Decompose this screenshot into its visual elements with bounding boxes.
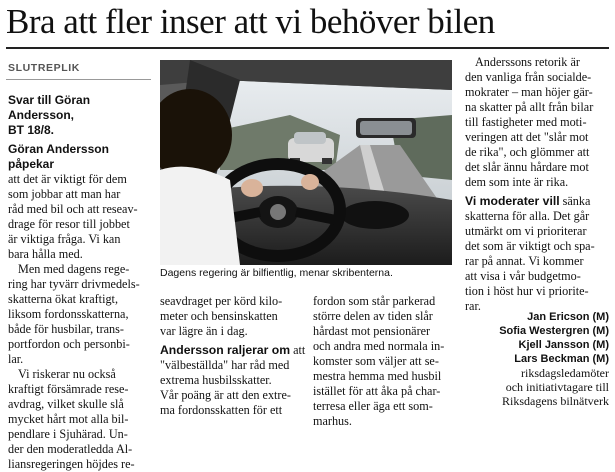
col2-lead: Andersson raljerar om	[160, 343, 291, 357]
col1-line: portfordon och personbi-	[8, 337, 130, 351]
column-2	[160, 294, 308, 418]
signature-block	[465, 310, 609, 408]
reply-line-1: Svar till Göran Andersson,	[8, 93, 91, 122]
col4-line: na skatter på allt från bilar	[465, 100, 594, 114]
signature-name: Lars Beckman (M)	[514, 353, 609, 365]
photo-caption: Dagens regering är bilfientlig, menar skribenterna.	[160, 267, 393, 279]
headline: Bra att fler inser att vi behöver bilen	[6, 2, 495, 41]
col1-line: är viktiga fråga. Vi kan	[8, 232, 121, 246]
col3-line: istället för att åka på char-	[313, 384, 441, 398]
col3-line: terresa eller äga ett som-	[313, 399, 433, 413]
col1-line: som jobbar att man har	[8, 187, 121, 201]
col4-line: utmärkt om vi prioriterar	[465, 224, 587, 238]
col4-line: rar.	[465, 299, 481, 313]
col1-line: Men med dagens rege-	[18, 262, 130, 276]
col4-lead-line	[465, 194, 611, 209]
lead-name: Göran Andersson påpekar	[8, 142, 109, 171]
col2-line: att	[290, 343, 306, 357]
col2-lead-line	[160, 343, 308, 358]
col2-line: "välbeställda" har råd med	[160, 358, 290, 372]
col2-line: Vår poäng är att den extre-	[160, 388, 291, 402]
column-3	[313, 294, 461, 429]
car-interior-illustration	[160, 60, 452, 265]
col1-line: liansregeringen höjdes re-	[8, 457, 135, 471]
col4-line: skatterna för alla. Det går	[465, 209, 590, 223]
col3-line: mestra hemma med husbil	[313, 369, 442, 383]
headline-rule	[6, 47, 609, 49]
col1-line: kraftigt försämrade rese-	[8, 382, 129, 396]
col4-line: den vanliga från socialde-	[465, 70, 592, 84]
col4-line: dem som inte är rika.	[465, 175, 569, 189]
col4-line: sänka	[559, 194, 591, 208]
section-tag: SLUTREPLIK	[8, 62, 80, 74]
col1-line: bara hålla med.	[8, 247, 83, 261]
signature-name: Jan Ericson (M)	[527, 311, 609, 323]
col4-line: rar på annat. Vi kommer	[465, 254, 584, 268]
col1-line: skatterna ökat kraftigt,	[8, 292, 118, 306]
col1-line: både för husbilar, trans-	[8, 322, 124, 336]
signature-title: riksdagsledamöter	[521, 366, 609, 380]
reply-line-2: BT 18/8.	[8, 123, 55, 137]
col3-line: komster som väljer att se-	[313, 354, 439, 368]
tag-rule	[6, 79, 151, 80]
col1-line: avdrag, vilket skulle slå	[8, 397, 124, 411]
col4-line: tion i höst hur vi priorite-	[465, 284, 589, 298]
col4-lead: Vi moderater vill	[465, 194, 560, 208]
col3-line: större delen av tiden slår	[313, 309, 433, 323]
col3-line: fordon som står parkerad	[313, 294, 436, 308]
signature-title: Riksdagens bilnätverk	[502, 394, 609, 408]
col3-line: marhus.	[313, 414, 352, 428]
col2-line: meter och bensinskatten	[160, 309, 278, 323]
col1-line: liksom fordonsskatterna,	[8, 307, 129, 321]
col1-line: mycket hårt mot alla bil-	[8, 412, 129, 426]
col4-line: Anderssons retorik är	[475, 55, 580, 69]
column-4	[465, 55, 611, 314]
col3-line: och andra med normala in-	[313, 339, 445, 353]
col3-line: hårdast mot pensionärer	[313, 324, 431, 338]
col2-line: extrema husbilsskatter.	[160, 373, 272, 387]
col2-line: seavdraget per körd kilo-	[160, 294, 283, 308]
col4-line: att visa i vår budgetmo-	[465, 269, 581, 283]
col4-line: mokrater – man höjer gär-	[465, 85, 593, 99]
column-1	[8, 93, 156, 472]
col1-line: drage för resor till jobbet	[8, 217, 130, 231]
col4-line: det slår ännu hårdare mot	[465, 160, 589, 174]
col4-line: till fastigheter med moti-	[465, 115, 587, 129]
col1-line: Vi riskerar nu också	[18, 367, 116, 381]
col2-line: ma fordonsskatten för ett	[160, 403, 283, 417]
signature-name: Kjell Jansson (M)	[518, 339, 609, 351]
signature-title: och initiativtagare till	[505, 380, 609, 394]
col1-line: råd med bil och att reseav-	[8, 202, 138, 216]
col1-line: lar.	[8, 352, 24, 366]
col4-line: det som är viktigt och spa-	[465, 239, 595, 253]
col1-line: att det är viktigt för dem	[8, 172, 127, 186]
col1-line: der den moderatledda Al-	[8, 442, 133, 456]
col1-line: ring har tyvärr drivmedels-	[8, 277, 140, 291]
col4-line: de rika", och glömmer att	[465, 145, 590, 159]
col4-line: veringen att det "slår mot	[465, 130, 589, 144]
col1-line: pendlare i Sjuhärad. Un-	[8, 427, 128, 441]
signature-name: Sofia Westergren (M)	[499, 325, 609, 337]
col2-line: var lägre än i dag.	[160, 324, 248, 338]
article-photo	[160, 60, 452, 265]
